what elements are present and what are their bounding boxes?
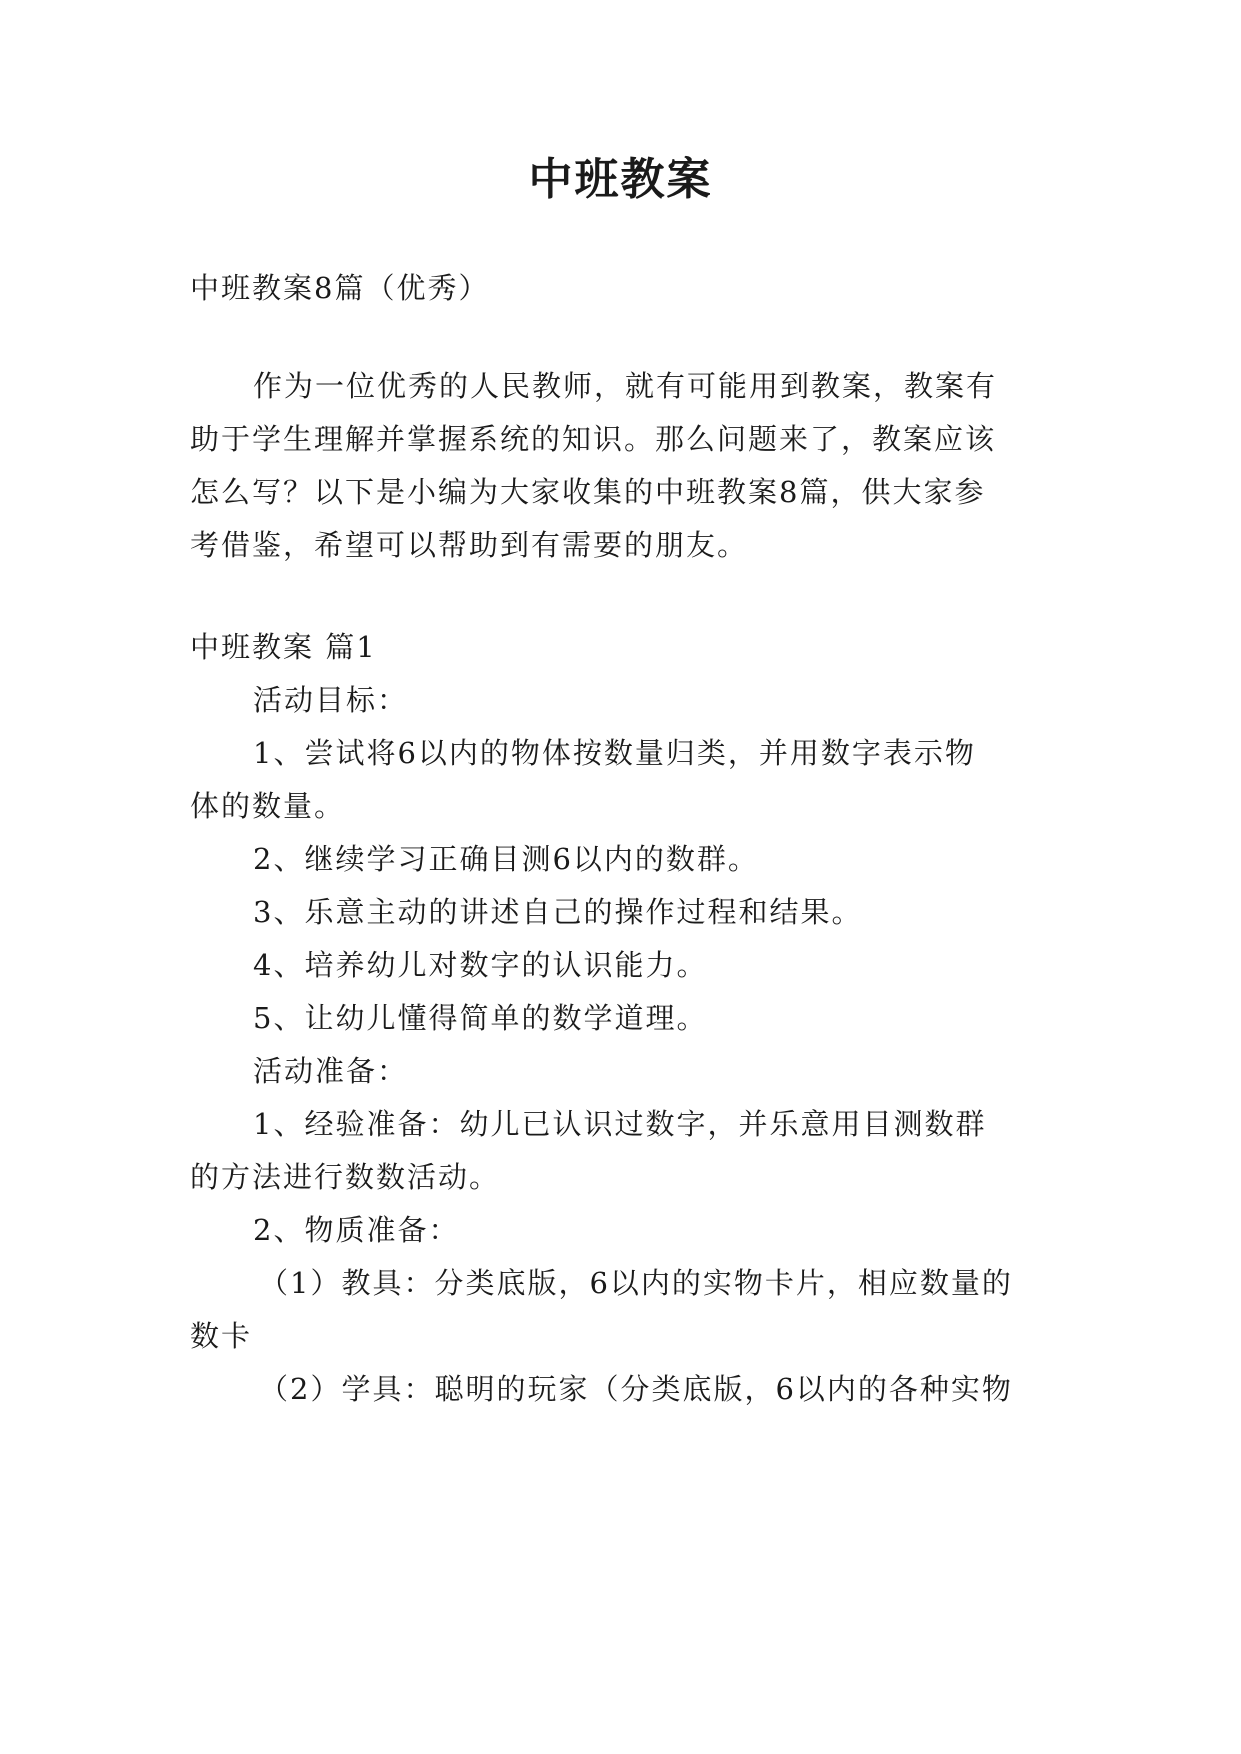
intro-line: 考借鉴，希望可以帮助到有需要的朋友。 [190,528,749,562]
goal-line: 1、尝试将6以内的物体按数量归类，并用数字表示物 [253,736,976,770]
prep-line: 的方法进行数数活动。 [190,1160,501,1194]
goal-line: 2、继续学习正确目测6以内的数群。 [253,842,759,876]
prep-line: 1、经验准备：幼儿已认识过数字，并乐意用目测数群 [253,1107,987,1141]
goal-line: 4、培养幼儿对数字的认识能力。 [253,948,708,982]
goal-line: 3、乐意主动的讲述自己的操作过程和结果。 [253,895,863,929]
intro-line: 助于学生理解并掌握系统的知识。那么问题来了，教案应该 [190,422,997,456]
prep-line: 数卡 [190,1319,253,1353]
prep-heading: 活动准备： [253,1054,409,1088]
goal-heading: 活动目标： [253,683,409,717]
prep-line: （1）教具：分类底版，6以内的实物卡片，相应数量的 [259,1266,1013,1300]
goal-line: 体的数量。 [190,789,346,823]
prep-line: 2、物质准备： [253,1213,460,1247]
document-title: 中班教案 [528,154,713,205]
prep-line: （2）学具：聪明的玩家（分类底版，6以内的各种实物 [259,1372,1013,1406]
section-heading: 中班教案 篇1 [190,630,377,664]
goal-line: 5、让幼儿懂得简单的数学道理。 [253,1001,708,1035]
intro-line: 作为一位优秀的人民教师，就有可能用到教案，教案有 [253,369,998,403]
intro-line: 怎么写？以下是小编为大家收集的中班教案8篇，供大家参 [190,475,986,509]
document-subtitle: 中班教案8篇（优秀） [190,271,490,305]
